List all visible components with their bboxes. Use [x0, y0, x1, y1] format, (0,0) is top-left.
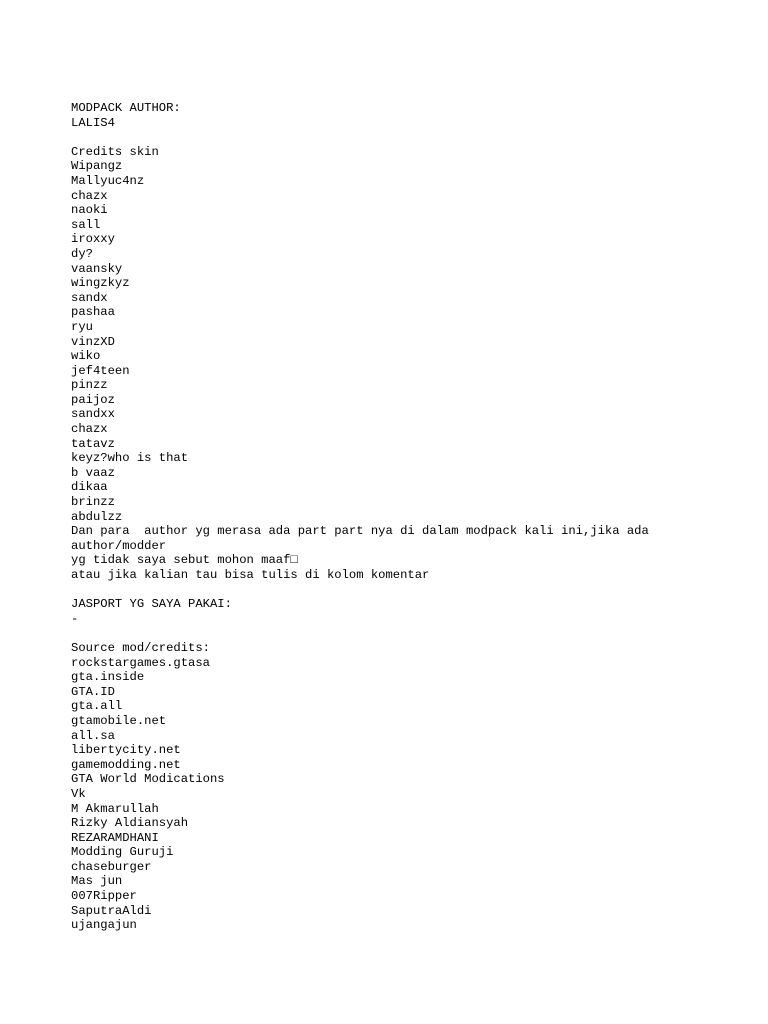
source-item: chaseburger [71, 859, 152, 874]
source-item: all.sa [71, 728, 115, 743]
apology-line: atau jika kalian tau bisa tulis di kolom komentar [71, 568, 430, 582]
credits-skin-heading: Credits skin [71, 144, 159, 159]
source-item: 007Ripper [71, 889, 137, 904]
credit-skin-item: dy? [71, 246, 93, 261]
source-item: Modding Guruji [71, 845, 174, 860]
credit-skin-item: vaansky [71, 261, 123, 276]
source-item: gamemodding.net [71, 757, 181, 772]
credit-skin-item: keyz?who is that [71, 451, 189, 466]
credit-skin-item: ryu [71, 319, 93, 334]
source-item: M Akmarullah [71, 801, 159, 816]
apology-paragraph [71, 524, 751, 582]
credit-skin-item: paijoz [71, 392, 115, 407]
apology-line: author/modder [71, 538, 167, 553]
credit-skin-item: tatavz [71, 436, 115, 451]
credit-skin-item: b vaaz [71, 465, 115, 480]
credit-skin-item: brinzz [71, 495, 115, 510]
credits-skin-list [71, 159, 751, 524]
credit-skin-item: pinzz [71, 378, 108, 393]
author-name: LALIS4 [71, 115, 115, 130]
source-item: Rizky Aldiansyah [71, 816, 189, 831]
source-item: Mas jun [71, 874, 123, 889]
credit-skin-item: dikaa [71, 480, 108, 495]
source-item: Vk [71, 786, 86, 801]
credit-skin-item: wingzkyz [71, 276, 130, 291]
credit-skin-item: chazx [71, 188, 108, 203]
source-item: rockstargames.gtasa [71, 655, 210, 670]
credit-skin-item: vinzXD [71, 334, 115, 349]
credit-skin-item: jef4teen [71, 363, 130, 378]
source-item: SaputraAldi [71, 903, 152, 918]
source-item: gta.all [71, 699, 123, 714]
credit-skin-item: sandx [71, 290, 108, 305]
source-item: REZARAMDHANI [71, 830, 159, 845]
credit-skin-item: abdulzz [71, 509, 123, 524]
blank-line [71, 583, 751, 598]
credit-skin-item: wiko [71, 349, 101, 364]
apology-line: Dan para author yg merasa ada part part nya di dalam modpack kali ini,jika ada [71, 524, 649, 539]
source-item: GTA.ID [71, 684, 115, 699]
document-page [71, 101, 751, 933]
source-item: gta.inside [71, 670, 145, 685]
blank-line [71, 130, 751, 145]
source-item: libertycity.net [71, 743, 181, 758]
blank-line [71, 626, 751, 641]
credit-skin-item: naoki [71, 203, 108, 218]
credit-skin-item: Mallyuc4nz [71, 173, 145, 188]
credit-skin-item: sall [71, 217, 101, 232]
source-item: gtamobile.net [71, 713, 167, 728]
source-item: ujangajun [71, 918, 137, 933]
credit-skin-item: Wipangz [71, 159, 123, 174]
credit-skin-item: iroxxy [71, 232, 115, 247]
credit-skin-item: sandxx [71, 407, 115, 422]
author-heading: MODPACK AUTHOR: [71, 101, 181, 115]
source-heading: Source mod/credits: [71, 640, 210, 655]
apology-line: yg tidak saya sebut mohon maaf□ [71, 553, 298, 568]
source-list [71, 656, 751, 933]
credit-skin-item: pashaa [71, 305, 115, 320]
source-item: GTA World Modications [71, 772, 225, 787]
credit-skin-item: chazx [71, 422, 108, 437]
jasport-value: - [71, 611, 79, 626]
jasport-heading: JASPORT YG SAYA PAKAI: [71, 597, 232, 612]
